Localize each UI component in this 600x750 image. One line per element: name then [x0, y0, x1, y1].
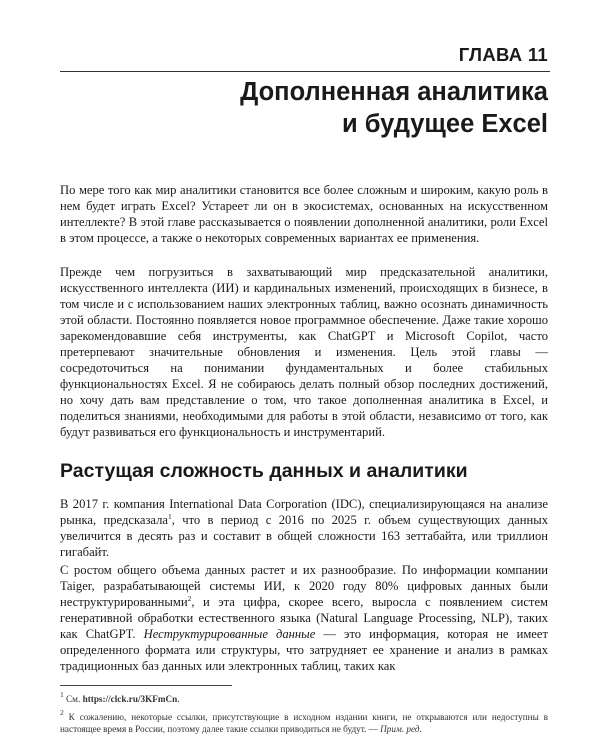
chapter-title-line-1: Дополненная аналитика	[240, 78, 548, 106]
paragraph-context: Прежде чем погрузиться в захватывающий мир предсказательной аналитики, искусственного интеллекта (ИИ) и кардинальных изменений, происходящих в бизнесе, в том числе и с использованием наших электронных таблиц, важно осознать динамичность этой области. Постоянно появляется новое программное обеспечение. Даже такие хорошо зарекомендовавшие себя инструменты, как ChatGPT и Microsoft Copilot, часто претерпевают значительные обновления и изменения. Цель этой главы — сосредоточиться на понимании фундаментальных и более стабильных функциональностях Excel. Я не собираюсь делать полный обзор последних достижений, но хочу дать вам представление о том, что такое дополненная аналитика в Excel, и поделиться знаниями, необходимыми для работы в этой области, независимо от того, как будут развиваться его функциональность и инструментарий.	[60, 265, 548, 439]
footnote-2-editor-note: Прим. ред.	[380, 724, 422, 734]
paragraph-intro: По мере того как мир аналитики становится все более сложным и широким, какую роль в нем будет играть Excel? Устареет ли он в экосистемах, основанных на искусственном интеллекте? В этой главе рассказывается о появлении дополненной аналитики, роли Excel в этом процессе, а также о некоторых современных вариантах ее применения.	[60, 183, 548, 245]
term-unstructured-data: Неструктурированные данные	[143, 627, 316, 641]
footnote-1-number: 1	[60, 690, 64, 699]
chapter-title	[68, 76, 548, 140]
paragraph-idc	[60, 496, 548, 560]
paragraph-idc-text-a: В 2017 г. компания International Data Corporation (IDC), специализирующаяся на анализе рынка, предсказала	[60, 497, 548, 527]
chapter-label: ГЛАВА 11	[458, 44, 548, 65]
footnote-1-suffix: .	[177, 694, 180, 704]
footnote-2-text: К сожалению, некоторые ссылки, присутствующие в исходном издании книги, не открываются или недоступны в настоящее время в России, поэтому далее такие ссылки приводиться не будут. —	[60, 712, 549, 734]
chapter-title-line-2: и будущее Excel	[341, 110, 548, 138]
paragraph-idc-text-b: , что в период с 2016 по 2025 г. объем существующих данных увеличится в десять раз и составит в общей сложности 163 зеттабайта, или триллион гигабайт.	[60, 513, 548, 559]
section-heading: Растущая сложность данных и аналитики	[60, 460, 468, 482]
footnote-2-number: 2	[60, 708, 64, 717]
footnote-1-prefix: См.	[66, 694, 83, 704]
paragraph-unstructured	[60, 562, 548, 674]
footnote-rule	[60, 685, 232, 686]
header-rule	[60, 71, 550, 72]
footnote-2	[60, 708, 549, 735]
footnote-ref-1: 1	[168, 512, 172, 521]
paragraph-unstructured-text-c: — это информация, которая не имеет определенного формата или структуры, что затрудняет ее хранение и анализ в рамках традиционных баз данных или электронных таблиц, таких как	[60, 627, 548, 673]
paragraph-unstructured-text-a: С ростом общего объема данных растет и их разнообразие. По информации компании Taiger, разрабатывающей системы ИИ, к 2020 году 80% цифровых данных были неструктурированными	[60, 563, 548, 609]
footnote-ref-2: 2	[187, 594, 192, 603]
footnote-1-link[interactable]: https://clck.ru/3KFmCn	[82, 694, 178, 704]
footnote-1	[60, 690, 548, 705]
paragraph-unstructured-text-b: , и эта цифра, скорее всего, выросла с появлением систем генеративной обработки естественного языка (Natural Language Processing, NLP), таких как ChatGPT.	[60, 595, 548, 641]
